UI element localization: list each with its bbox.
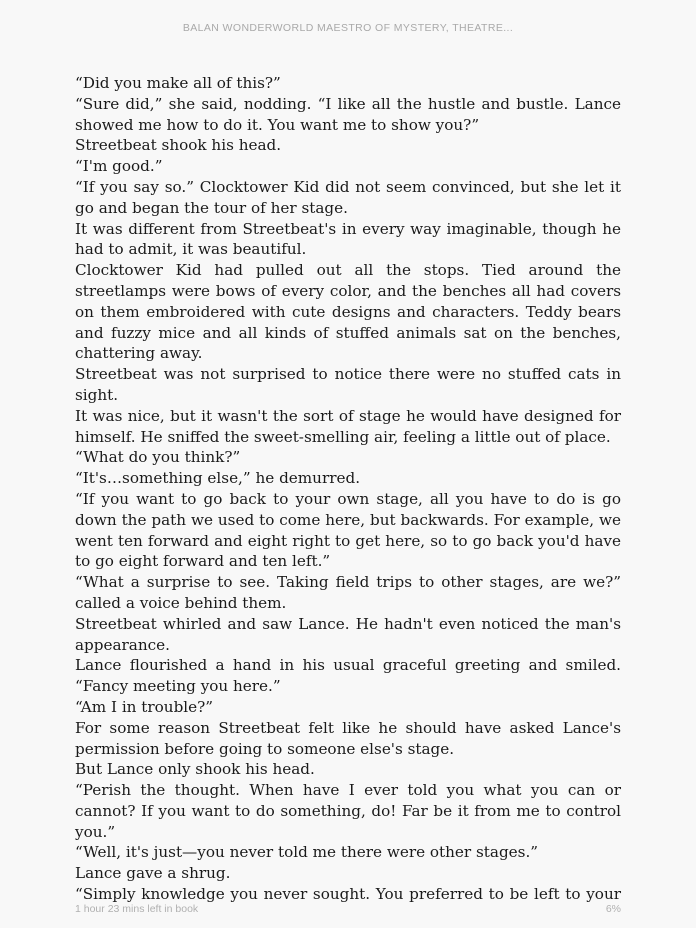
paragraph: “Sure did,” she said, nodding. “I like all the hustle and bustle. Lance showed me how to do it. You want me to show you?” (75, 94, 621, 134)
paragraph: It was different from Streetbeat's in every way imaginable, though he had to admit, it was beautiful. (75, 219, 621, 259)
paragraph: Streetbeat was not surprised to notice there were no stuffed cats in sight. (75, 365, 621, 404)
paragraph: “Well, it's just—you never told me there were other stages.” (75, 843, 539, 862)
paragraph: “What a surprise to see. Taking field trips to other stages, are we?” called a voice behind them. (75, 573, 621, 612)
paragraph: “If you say so.” Clocktower Kid did not seem convinced, but she let it go and began the tour of her stage. (75, 177, 621, 217)
paragraph: Streetbeat shook his head. (75, 136, 282, 155)
paragraph: “Did you make all of this?” (75, 74, 281, 92)
page-text (75, 73, 621, 905)
paragraph: Clocktower Kid had pulled out all the stops. Tied around the streetlamps were bows of every color, and the benches all had covers on them embroidered with cute designs and characters. Teddy bears and fuzzy mice and all kinds of stuffed animals sat on the benches, chattering away. (75, 261, 621, 363)
paragraph: Lance flourished a hand in his usual graceful greeting and smiled. “Fancy meeting you here.” (75, 656, 621, 696)
paragraph: But Lance only shook his head. (75, 760, 315, 779)
paragraph: Streetbeat whirled and saw Lance. He hadn't even noticed the man's appearance. (75, 614, 621, 654)
time-left-indicator: 1 hour 23 mins left in book (75, 903, 199, 915)
paragraph: “Simply knowledge you never sought. You preferred to be left to your (75, 885, 621, 904)
book-title-header: BALAN WONDERWORLD MAESTRO OF MYSTERY, THEATRE... (182, 22, 514, 34)
progress-percent: 6% (605, 903, 621, 915)
paragraph: “Perish the thought. When have I ever told you what you can or cannot? If you want to do something, do! Far be it from me to control you.” (75, 781, 621, 841)
paragraph: For some reason Streetbeat felt like he should have asked Lance's permission before going to someone else's stage. (75, 718, 621, 758)
paragraph: “It's…something else,” he demurred. (75, 469, 361, 488)
paragraph: “I'm good.” (75, 157, 163, 176)
paragraph: “Am I in trouble?” (75, 697, 214, 716)
paragraph: “What do you think?” (75, 448, 241, 467)
paragraph: It was nice, but it wasn't the sort of stage he would have designed for himself. He sniffed the sweet-smelling air, feeling a little out of place. (75, 406, 621, 446)
paragraph: “If you want to go back to your own stage, all you have to do is go down the path we used to come here, but backwards. For example, we went ten forward and eight right to get here, so to go back you'd have to go eight forward and ten left.” (75, 489, 621, 571)
paragraph: Lance gave a shrug. (75, 864, 231, 883)
